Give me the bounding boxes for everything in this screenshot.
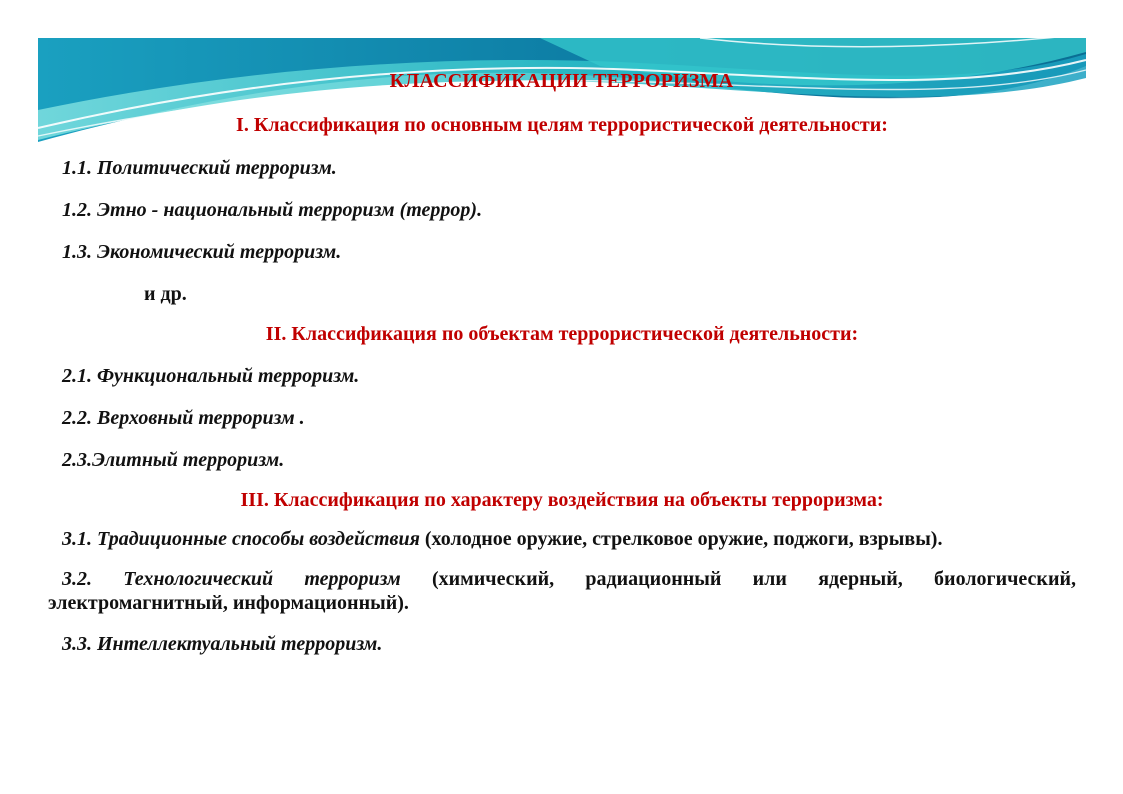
list-item: [48, 527, 1076, 551]
item-text: 1.2. Этно - национальный терроризм (террор).: [62, 199, 483, 221]
list-item: [48, 631, 1076, 657]
section-1-heading: I. Классификация по основным целям террористической деятельности:: [236, 114, 888, 136]
item-text-italic: 3.1. Традиционные способы воздействия: [62, 528, 420, 550]
list-item: [48, 155, 1076, 181]
content-area: [48, 110, 1076, 657]
list-item: [48, 197, 1076, 223]
item-text: 2.3.Элитный терроризм.: [62, 449, 285, 471]
item-text-italic: 3.2. Технологический терроризм: [62, 568, 401, 590]
item-text-plain: (химический, радиационный или ядерный, биологический, электромагнитный, информационный).: [48, 568, 1076, 614]
item-text-italic: 3.3. Интеллектуальный терроризм.: [62, 633, 383, 655]
etc-note: и др.: [144, 283, 187, 305]
list-item: [48, 567, 1076, 615]
item-text-plain: (холодное оружие, стрелковое оружие, поджоги, взрывы).: [419, 528, 943, 550]
list-item: [48, 447, 1076, 473]
section-3-heading: III. Классификация по характеру воздействия на объекты терроризма:: [240, 489, 884, 511]
item-text: 2.2. Верховный терроризм .: [62, 407, 305, 429]
item-text: 1.3. Экономический терроризм.: [62, 241, 342, 263]
section-2-heading: II. Классификация по объектам террористической деятельности:: [265, 323, 859, 345]
item-text: 1.1. Политический терроризм.: [62, 157, 337, 179]
list-item: [48, 363, 1076, 389]
slide-title: КЛАССИФИКАЦИИ ТЕРРОРИЗМА: [389, 70, 734, 92]
item-text: 2.1. Функциональный терроризм.: [62, 365, 360, 387]
list-item: [48, 405, 1076, 431]
list-item: [48, 239, 1076, 265]
